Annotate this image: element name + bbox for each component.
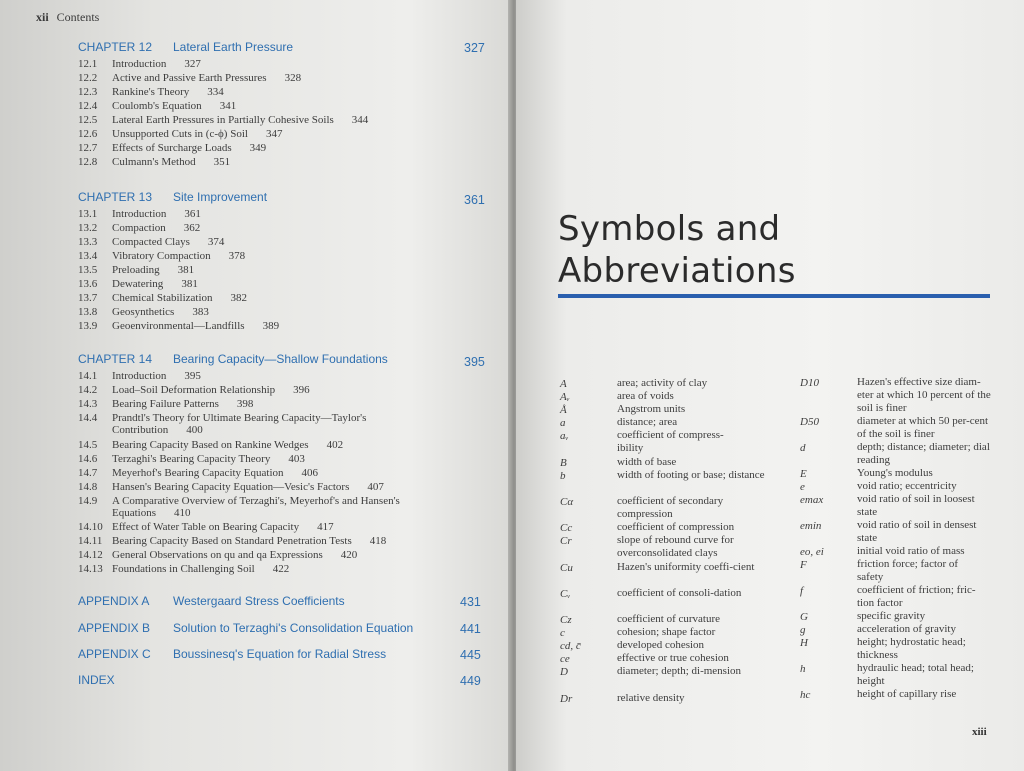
- symbol: Cz: [560, 614, 572, 626]
- symbol: F: [800, 559, 807, 571]
- toc-entry: 14.3 Bearing Failure Patterns 398: [78, 398, 254, 410]
- toc-entry: 14.4 Prandtl's Theory for Ultimate Bearing Capacity—Taylor's: [78, 412, 367, 424]
- symbol-definition: specific gravity: [857, 610, 926, 622]
- folio-left: xii: [36, 10, 49, 24]
- appendix-page: 445: [460, 648, 481, 662]
- toc-entry: 13.1 Introduction 361: [78, 208, 201, 220]
- chapter-14-heading: [78, 352, 388, 366]
- symbol-definition: coefficient of compress-ibility: [617, 429, 724, 454]
- symbol: Cu: [560, 562, 573, 574]
- symbol: emin: [800, 520, 822, 532]
- symbol-definition: width of footing or base; distance: [617, 469, 765, 481]
- title-underline: [558, 294, 990, 298]
- toc-entry: 14.8 Hansen's Bearing Capacity Equation—Vesic's Factors 407: [78, 481, 384, 493]
- toc-entry: 14.10 Effect of Water Table on Bearing Capacity 417: [78, 521, 334, 533]
- toc-entry: 14.11 Bearing Capacity Based on Standard Penetration Tests 418: [78, 535, 387, 547]
- symbol-definition: coefficient of friction; fric-tion factor: [857, 584, 976, 609]
- appendix-label: APPENDIX B: [78, 621, 151, 635]
- symbol: cd, c̄: [560, 640, 581, 652]
- toc-entry: 13.7 Chemical Stabilization 382: [78, 292, 248, 304]
- symbol: E: [800, 468, 807, 480]
- chapter-page: 327: [464, 41, 485, 55]
- index-label: INDEX: [78, 673, 115, 687]
- symbol-definition: distance; area: [617, 416, 678, 428]
- chapter-label: CHAPTER 13: [78, 190, 153, 204]
- toc-entry: 13.2 Compaction 362: [78, 222, 201, 234]
- chapter-label: CHAPTER 12: [78, 40, 153, 54]
- symbol: eo, ei: [800, 546, 824, 558]
- symbol-definition: Hazen's effective size diam-eter at which 10 percent of the soil is finer: [857, 376, 991, 414]
- symbol-definition: friction force; factor of safety: [857, 558, 959, 583]
- symbol: D50: [800, 416, 819, 428]
- symbol: a: [560, 417, 566, 429]
- toc-entry: 12.1 Introduction 327: [78, 58, 201, 70]
- toc-entry: 14.13 Foundations in Challenging Soil 422: [78, 563, 290, 575]
- toc-entry-continued: Equations 410: [112, 507, 191, 519]
- toc-entry: 12.7 Effects of Surcharge Loads 349: [78, 142, 267, 154]
- appendix-b-heading: [78, 621, 414, 635]
- appendix-title: Boussinesq's Equation for Radial Stress: [173, 647, 387, 661]
- symbol: B: [560, 457, 567, 469]
- symbol: c: [560, 627, 565, 639]
- symbol: G: [800, 611, 808, 623]
- toc-entry: 13.3 Compacted Clays 374: [78, 236, 225, 248]
- symbol-definition: coefficient of secondary compression: [617, 495, 724, 520]
- symbol: Cα: [560, 496, 574, 508]
- symbol-definition: coefficient of compression: [617, 521, 735, 533]
- chapter-title: Lateral Earth Pressure: [173, 40, 294, 54]
- toc-entry: 14.1 Introduction 395: [78, 370, 201, 382]
- symbol: g: [800, 624, 806, 636]
- symbol: A: [560, 378, 567, 390]
- symbol: D: [560, 666, 568, 678]
- symbol-definition: hydraulic head; total head; height: [857, 662, 974, 687]
- appendix-title: Westergaard Stress Coefficients: [173, 594, 345, 608]
- toc-entry: 13.5 Preloading 381: [78, 264, 195, 276]
- toc-entry: 14.12 General Observations on qu and qa Expressions 420: [78, 549, 358, 561]
- toc-entry: 14.2 Load–Soil Deformation Relationship 396: [78, 384, 310, 396]
- symbol-definition: acceleration of gravity: [857, 623, 956, 635]
- symbol: b: [560, 470, 566, 482]
- symbol-definition: slope of rebound curve for overconsolidated clays: [617, 534, 734, 559]
- running-head: [36, 10, 99, 25]
- symbol: H: [800, 637, 808, 649]
- toc-entry: 13.9 Geoenvironmental—Landfills 389: [78, 320, 280, 332]
- symbol-definition: coefficient of consoli-dation: [617, 587, 742, 599]
- toc-entry: 14.7 Meyerhof's Bearing Capacity Equation 406: [78, 467, 319, 479]
- toc-entry: 12.5 Lateral Earth Pressures in Partially Cohesive Soils 344: [78, 114, 369, 126]
- index-heading: [78, 673, 115, 687]
- symbol-definition: void ratio of soil in loosest state: [857, 493, 975, 518]
- toc-entry: 14.5 Bearing Capacity Based on Rankine Wedges 402: [78, 439, 344, 451]
- symbol-definition: depth; distance; diameter; dial reading: [857, 441, 990, 466]
- symbol: aᵥ: [560, 430, 569, 442]
- page-title: [558, 208, 796, 292]
- symbol: ce: [560, 653, 570, 665]
- symbol: emax: [800, 494, 824, 506]
- symbol: D10: [800, 377, 819, 389]
- symbol-definition: height of capillary rise: [857, 688, 957, 700]
- symbol-definition: area of voids: [617, 390, 674, 402]
- symbol-definition: Young's modulus: [857, 467, 933, 479]
- symbol: hc: [800, 689, 811, 701]
- symbol: e: [800, 481, 805, 493]
- symbol: f: [800, 585, 804, 597]
- symbol-definition: effective or true cohesion: [617, 652, 729, 664]
- chapter-12-heading: [78, 40, 294, 54]
- symbol: Å: [560, 404, 567, 416]
- symbol: Cc: [560, 522, 573, 534]
- toc-entry: 13.8 Geosynthetics 383: [78, 306, 209, 318]
- symbol: d: [800, 442, 806, 454]
- title-line-1: Symbols and: [558, 209, 781, 249]
- toc-entry: 12.3 Rankine's Theory 334: [78, 86, 224, 98]
- symbol-definition: diameter; depth; di-mension: [617, 665, 742, 677]
- chapter-label: CHAPTER 14: [78, 352, 153, 366]
- symbol: h: [800, 663, 806, 675]
- title-line-2: Abbreviations: [558, 251, 796, 291]
- running-head-title: Contents: [56, 10, 100, 24]
- symbol-definition: void ratio; eccentricity: [857, 480, 957, 492]
- symbol-definition: cohesion; shape factor: [617, 626, 716, 638]
- symbol-definition: height; hydrostatic head; thickness: [857, 636, 966, 661]
- symbol: Cr: [560, 535, 572, 547]
- appendix-page: 431: [460, 595, 481, 609]
- toc-entry: 14.6 Terzaghi's Bearing Capacity Theory 403: [78, 453, 305, 465]
- symbol-definition: area; activity of clay: [617, 377, 708, 389]
- toc-entry: 12.6 Unsupported Cuts in (c-ϕ) Soil 347: [78, 128, 283, 140]
- toc-entry: 12.8 Culmann's Method 351: [78, 156, 231, 168]
- index-page: 449: [460, 674, 481, 688]
- appendix-label: APPENDIX C: [78, 647, 151, 661]
- chapter-page: 361: [464, 193, 485, 207]
- symbol-definition: Hazen's uniformity coeffi-cient: [617, 561, 755, 573]
- toc-entry: 13.6 Dewatering 381: [78, 278, 198, 290]
- symbol-definition: coefficient of curvature: [617, 613, 721, 625]
- chapter-page: 395: [464, 355, 485, 369]
- symbol-definition: void ratio of soil in densest state: [857, 519, 977, 544]
- symbol-definition: diameter at which 50 per-cent of the soil is finer: [857, 415, 989, 440]
- appendix-label: APPENDIX A: [78, 594, 150, 608]
- appendix-a-heading: [78, 594, 345, 608]
- appendix-page: 441: [460, 622, 481, 636]
- symbol: Aᵥ: [560, 391, 570, 403]
- folio-right: xiii: [972, 726, 987, 738]
- toc-entry-continued: Contribution 400: [112, 424, 203, 436]
- symbol: Cᵥ: [560, 588, 571, 600]
- toc-entry: 12.4 Coulomb's Equation 341: [78, 100, 237, 112]
- chapter-title: Site Improvement: [173, 190, 268, 204]
- symbol-definition: Angstrom units: [617, 403, 686, 415]
- symbol-definition: relative density: [617, 692, 685, 704]
- symbol-definition: initial void ratio of mass: [857, 545, 965, 557]
- symbol: Dr: [560, 693, 573, 705]
- symbol-definition: developed cohesion: [617, 639, 705, 651]
- chapter-13-heading: [78, 190, 268, 204]
- appendix-c-heading: [78, 647, 387, 661]
- chapter-title: Bearing Capacity—Shallow Foundations: [173, 352, 388, 366]
- toc-entry: 13.4 Vibratory Compaction 378: [78, 250, 246, 262]
- toc-entry: 12.2 Active and Passive Earth Pressures 328: [78, 72, 302, 84]
- appendix-title: Solution to Terzaghi's Consolidation Equation: [173, 621, 414, 635]
- symbol-definition: width of base: [617, 456, 677, 468]
- toc-entry: 14.9 A Comparative Overview of Terzaghi's, Meyerhof's and Hansen's: [78, 495, 400, 507]
